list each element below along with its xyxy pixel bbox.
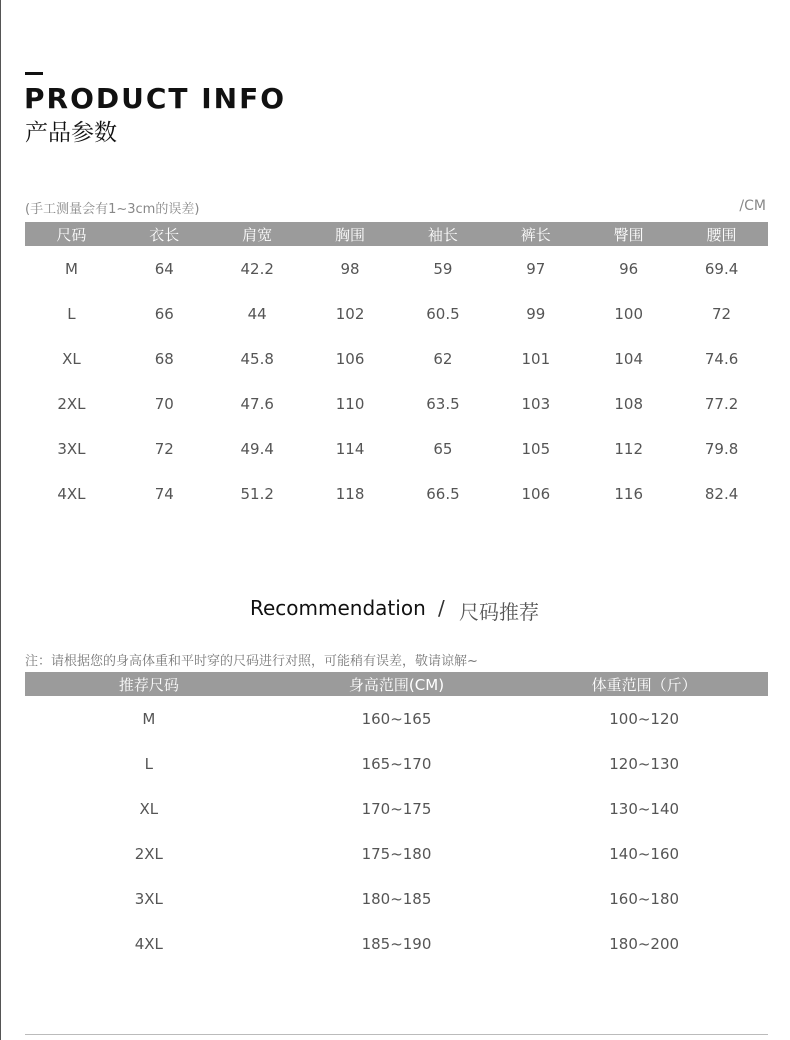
table-cell: 68 (154, 349, 174, 368)
table-cell: 104 (614, 349, 643, 368)
table-cell: 160~165 (361, 709, 432, 728)
table-cell: 79.8 (704, 439, 739, 458)
table-cell: 74.6 (704, 349, 739, 368)
page-title: PRODUCT INFO (24, 82, 287, 115)
table-row (25, 426, 768, 471)
col-header-chest: 胸围 (304, 222, 397, 246)
table-cell: 96 (619, 259, 639, 278)
col-header-shoulder: 肩宽 (211, 222, 304, 246)
table-cell: 2XL (57, 394, 86, 413)
table-cell: M (142, 709, 156, 728)
table-cell: 101 (521, 349, 551, 368)
table-cell: 45.8 (240, 349, 274, 368)
table-cell: 69.4 (704, 259, 739, 278)
table-cell: 106 (335, 349, 365, 368)
table-cell: 64 (154, 259, 174, 278)
table-cell: 72 (712, 304, 732, 323)
col-header-length: 衣长 (118, 222, 211, 246)
recommendation-slash: / (438, 596, 445, 620)
table-cell: 74 (154, 484, 174, 503)
table-cell: L (67, 304, 76, 323)
table-row (25, 876, 768, 921)
table-cell: 2XL (134, 844, 163, 863)
table-cell: 160~180 (609, 889, 680, 908)
table-cell: 51.2 (240, 484, 274, 503)
table-row (25, 696, 768, 741)
table-cell: 103 (521, 394, 551, 413)
table-row (25, 831, 768, 876)
table-cell: 49.4 (240, 439, 274, 458)
measurement-note: (手工测量会有1~3cm的误差) (25, 202, 200, 217)
table-cell: 44 (247, 304, 267, 323)
size-table (25, 222, 768, 516)
table-cell: 63.5 (426, 394, 460, 413)
table-cell: 3XL (57, 439, 86, 458)
table-row (25, 291, 768, 336)
table-cell: 106 (521, 484, 551, 503)
table-cell: 100~120 (609, 709, 680, 728)
table-cell: 98 (340, 259, 360, 278)
table-cell: 77.2 (704, 394, 739, 413)
col-header-waist: 腰围 (675, 222, 768, 246)
table-cell: 102 (335, 304, 365, 323)
table-cell: 165~170 (361, 754, 432, 773)
table-cell: 110 (335, 394, 365, 413)
col-header-height: 身高范围(CM) (273, 672, 521, 696)
table-cell: 108 (614, 394, 643, 413)
table-cell: 120~130 (609, 754, 680, 773)
table-cell: 105 (521, 439, 551, 458)
table-cell: 66.5 (426, 484, 460, 503)
unit-label: /CM (739, 198, 766, 214)
table-cell: 3XL (134, 889, 163, 908)
table-row (25, 381, 768, 426)
table-cell: 4XL (134, 934, 163, 953)
col-header-weight: 体重范围（斤） (520, 672, 768, 696)
table-cell: 99 (526, 304, 546, 323)
col-header-sleeve: 袖长 (397, 222, 490, 246)
table-cell: 62 (433, 349, 453, 368)
col-header-pants: 裤长 (489, 222, 582, 246)
table-row (25, 246, 768, 291)
table-cell: 118 (335, 484, 365, 503)
table-cell: 60.5 (426, 304, 460, 323)
table-row (25, 786, 768, 831)
table-cell: 65 (433, 439, 453, 458)
table-cell: 66 (154, 304, 174, 323)
recommendation-table (25, 672, 768, 966)
bottom-divider (25, 1034, 768, 1035)
table-row (25, 471, 768, 516)
table-cell: 4XL (57, 484, 86, 503)
recommendation-title: Recommendation (250, 596, 426, 620)
recommendation-note: 注：请根据您的身高体重和平时穿的尺码进行对照，可能稍有误差，敬请谅解~ (25, 654, 478, 669)
size-table-header (25, 222, 768, 246)
table-cell: 140~160 (609, 844, 680, 863)
table-cell: 47.6 (240, 394, 274, 413)
table-cell: 100 (614, 304, 643, 323)
table-cell: 114 (335, 439, 365, 458)
table-cell: 112 (614, 439, 643, 458)
recommendation-title-cn: 尺码推荐 (459, 600, 539, 624)
table-cell: 116 (614, 484, 643, 503)
table-cell: 97 (526, 259, 546, 278)
recommendation-table-header (25, 672, 768, 696)
col-header-size: 尺码 (25, 222, 118, 246)
table-cell: 70 (154, 394, 174, 413)
left-edge-line (0, 0, 1, 1040)
table-cell: XL (62, 349, 81, 368)
table-cell: 170~175 (361, 799, 432, 818)
page-subtitle: 产品参数 (25, 120, 117, 146)
col-header-hip: 臀围 (582, 222, 675, 246)
table-cell: 175~180 (361, 844, 432, 863)
table-cell: 82.4 (704, 484, 739, 503)
table-cell: 180~185 (361, 889, 432, 908)
table-row (25, 741, 768, 786)
table-cell: 180~200 (609, 934, 680, 953)
title-dash (25, 72, 43, 75)
table-cell: L (144, 754, 153, 773)
table-cell: XL (139, 799, 159, 818)
table-row (25, 336, 768, 381)
table-cell: M (64, 259, 78, 278)
col-header-rec-size: 推荐尺码 (25, 672, 273, 696)
table-cell: 72 (154, 439, 174, 458)
table-cell: 59 (433, 259, 453, 278)
table-cell: 42.2 (240, 259, 274, 278)
table-cell: 185~190 (361, 934, 432, 953)
table-row (25, 921, 768, 966)
table-cell: 130~140 (609, 799, 680, 818)
